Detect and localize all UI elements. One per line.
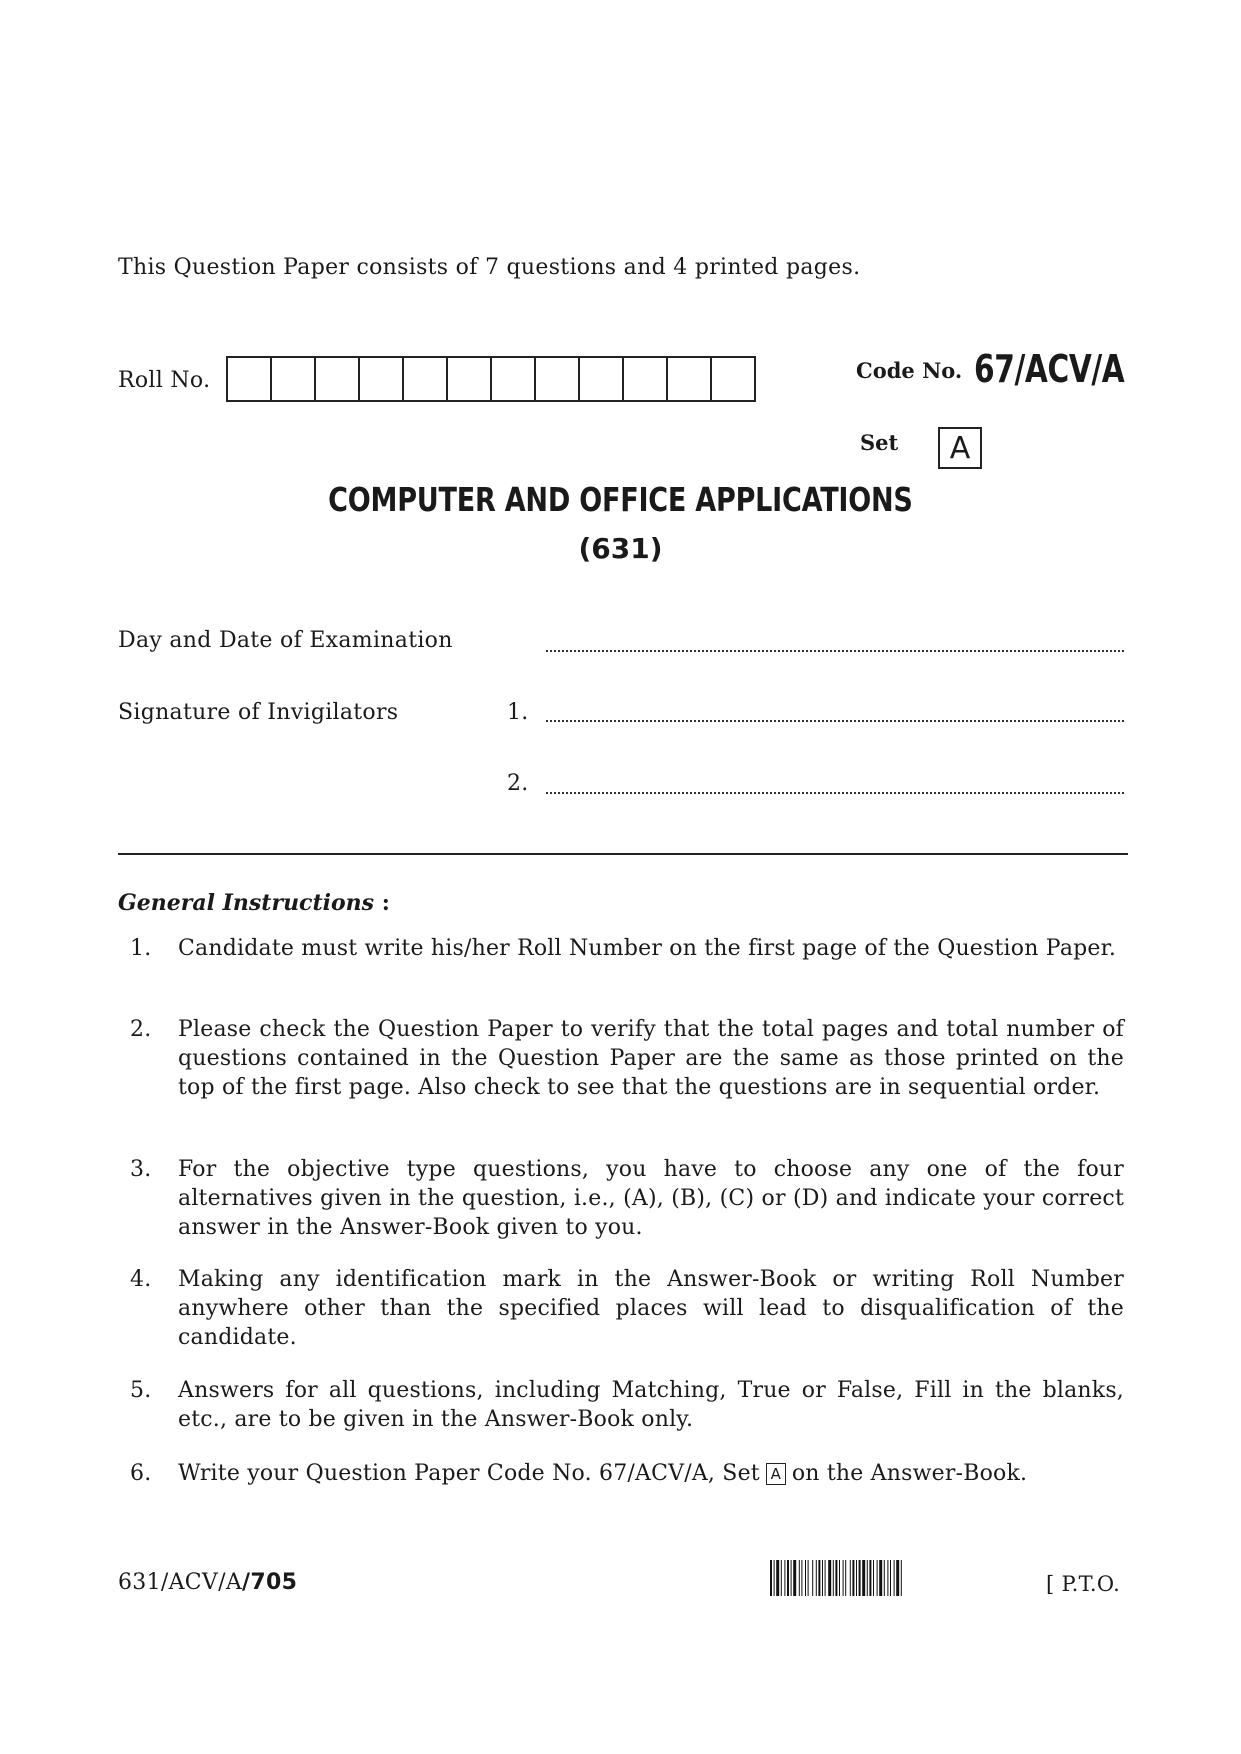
barcode-bar — [869, 1560, 871, 1596]
instruction-item — [130, 1459, 1124, 1488]
code-number-value: 67/ACV/A — [974, 347, 1125, 391]
barcode-bar — [867, 1560, 868, 1596]
barcode-bar — [879, 1560, 882, 1596]
barcode-bar — [818, 1560, 820, 1596]
day-date-label: Day and Date of Examination — [118, 628, 453, 653]
roll-number-box[interactable] — [712, 358, 756, 400]
barcode-bar — [852, 1560, 854, 1596]
barcode-bar — [799, 1560, 800, 1596]
barcode-bar — [843, 1560, 844, 1596]
set-value-box: A — [938, 427, 982, 469]
roll-number-boxes[interactable] — [226, 356, 756, 402]
instruction-text-before: Write your Question Paper Code No. 67/ACV/A, Set — [178, 1461, 760, 1486]
paper-code-bold: /705 — [242, 1570, 298, 1595]
barcode-image — [770, 1560, 1028, 1596]
barcode-bar — [833, 1560, 834, 1596]
barcode-bar — [828, 1560, 831, 1596]
barcode-bar — [877, 1560, 878, 1596]
barcode-bar — [862, 1560, 865, 1596]
paper-summary: This Question Paper consists of 7 questions and 4 printed pages. — [118, 255, 861, 280]
instruction-text: Answers for all questions, including Matching, True or False, Fill in the blanks, etc., are to be given in the Answer-Book only. — [178, 1378, 1124, 1432]
barcode-bar — [845, 1560, 846, 1596]
instruction-number: 5. — [130, 1378, 152, 1403]
roll-number-box[interactable] — [448, 358, 492, 400]
instruction-number: 1. — [130, 936, 152, 961]
barcode-bar — [850, 1560, 851, 1596]
roll-number-box[interactable] — [492, 358, 536, 400]
instructions-heading-text: General Instructions — [118, 890, 375, 916]
signature-1-number: 1. — [507, 700, 529, 725]
instruction-number: 6. — [130, 1461, 152, 1486]
instruction-text-after: on the Answer-Book. — [791, 1461, 1028, 1486]
code-number-label: Code No. — [856, 358, 963, 383]
barcode-bar — [816, 1560, 817, 1596]
pto-label: [ P.T.O. — [1046, 1572, 1121, 1596]
roll-number-box[interactable] — [624, 358, 668, 400]
roll-number-box[interactable] — [272, 358, 316, 400]
paper-code-prefix: 631/ACV/A — [118, 1570, 243, 1595]
paper-code-footer — [118, 1570, 297, 1595]
signature-2-number: 2. — [507, 771, 529, 796]
barcode-bar — [825, 1560, 826, 1596]
divider — [118, 853, 1128, 855]
barcode-bar — [822, 1560, 823, 1596]
instruction-text: For the objective type questions, you have to choose any one of the four alternatives given in the question, i.e., (A), (B), (C) or (D) and indicate your correct answer in the Answer-Book given to you. — [178, 1157, 1124, 1240]
instruction-item — [130, 1155, 1124, 1242]
barcode-bar — [770, 1560, 772, 1596]
roll-number-box[interactable] — [404, 358, 448, 400]
instruction-text: Please check the Question Paper to verify that the total pages and total number of questions contained in the Question Paper are the same as those printed on the top of the first page. Also check to see that the questions are in sequential order. — [178, 1017, 1124, 1100]
set-label: Set — [860, 430, 899, 455]
subject-title-text: COMPUTER AND OFFICE APPLICATIONS — [328, 480, 913, 519]
barcode-bar — [793, 1560, 796, 1596]
barcode-bar — [896, 1560, 899, 1596]
instruction-text: Making any identification mark in the Answer-Book or writing Roll Number anywhere other than the specified places will lead to disqualification of the candidate. — [178, 1267, 1124, 1350]
roll-number-box[interactable] — [316, 358, 360, 400]
instruction-item — [130, 1265, 1124, 1352]
instructions-heading — [118, 890, 390, 916]
barcode-bar — [791, 1560, 792, 1596]
barcode-bar — [805, 1560, 806, 1596]
barcode-bar — [856, 1560, 857, 1596]
barcode-bar — [835, 1560, 837, 1596]
barcode-bar — [784, 1560, 785, 1596]
instruction-item — [130, 1015, 1124, 1102]
barcode-bar — [776, 1560, 779, 1596]
signature-2-field[interactable] — [546, 792, 1124, 794]
barcode-bar — [884, 1560, 885, 1596]
barcode-bar — [887, 1560, 888, 1596]
signature-1-field[interactable] — [546, 720, 1124, 722]
instruction-item — [130, 934, 1124, 963]
invigilator-signature-label: Signature of Invigilators — [118, 700, 399, 725]
instruction-text — [178, 1459, 1124, 1488]
barcode-bar — [839, 1560, 840, 1596]
set-inline-box: A — [766, 1463, 786, 1485]
instruction-number: 2. — [130, 1017, 152, 1042]
barcode-bar — [801, 1560, 802, 1596]
instruction-item — [130, 1376, 1124, 1434]
barcode-bar — [808, 1560, 809, 1596]
instruction-number: 3. — [130, 1157, 152, 1182]
barcode-bar — [894, 1560, 895, 1596]
barcode-bar — [774, 1560, 775, 1596]
barcode-bar — [859, 1560, 861, 1596]
instructions-heading-colon: : — [374, 890, 390, 916]
subject-title — [0, 480, 1241, 519]
barcode-bar — [873, 1560, 874, 1596]
roll-number-box[interactable] — [228, 358, 272, 400]
barcode-bar — [890, 1560, 891, 1596]
roll-number-box[interactable] — [536, 358, 580, 400]
roll-number-box[interactable] — [668, 358, 712, 400]
subject-code: (631) — [578, 532, 663, 565]
barcode-bar — [812, 1560, 813, 1596]
day-date-field[interactable] — [546, 650, 1124, 652]
barcode-bar — [781, 1560, 782, 1596]
instruction-text: Candidate must write his/her Roll Number on the first page of the Question Paper. — [178, 936, 1117, 961]
barcode-bar — [787, 1560, 789, 1596]
instruction-number: 4. — [130, 1267, 152, 1292]
barcode-bar — [901, 1560, 902, 1596]
roll-number-label: Roll No. — [118, 368, 211, 393]
roll-number-box[interactable] — [360, 358, 404, 400]
roll-number-box[interactable] — [580, 358, 624, 400]
